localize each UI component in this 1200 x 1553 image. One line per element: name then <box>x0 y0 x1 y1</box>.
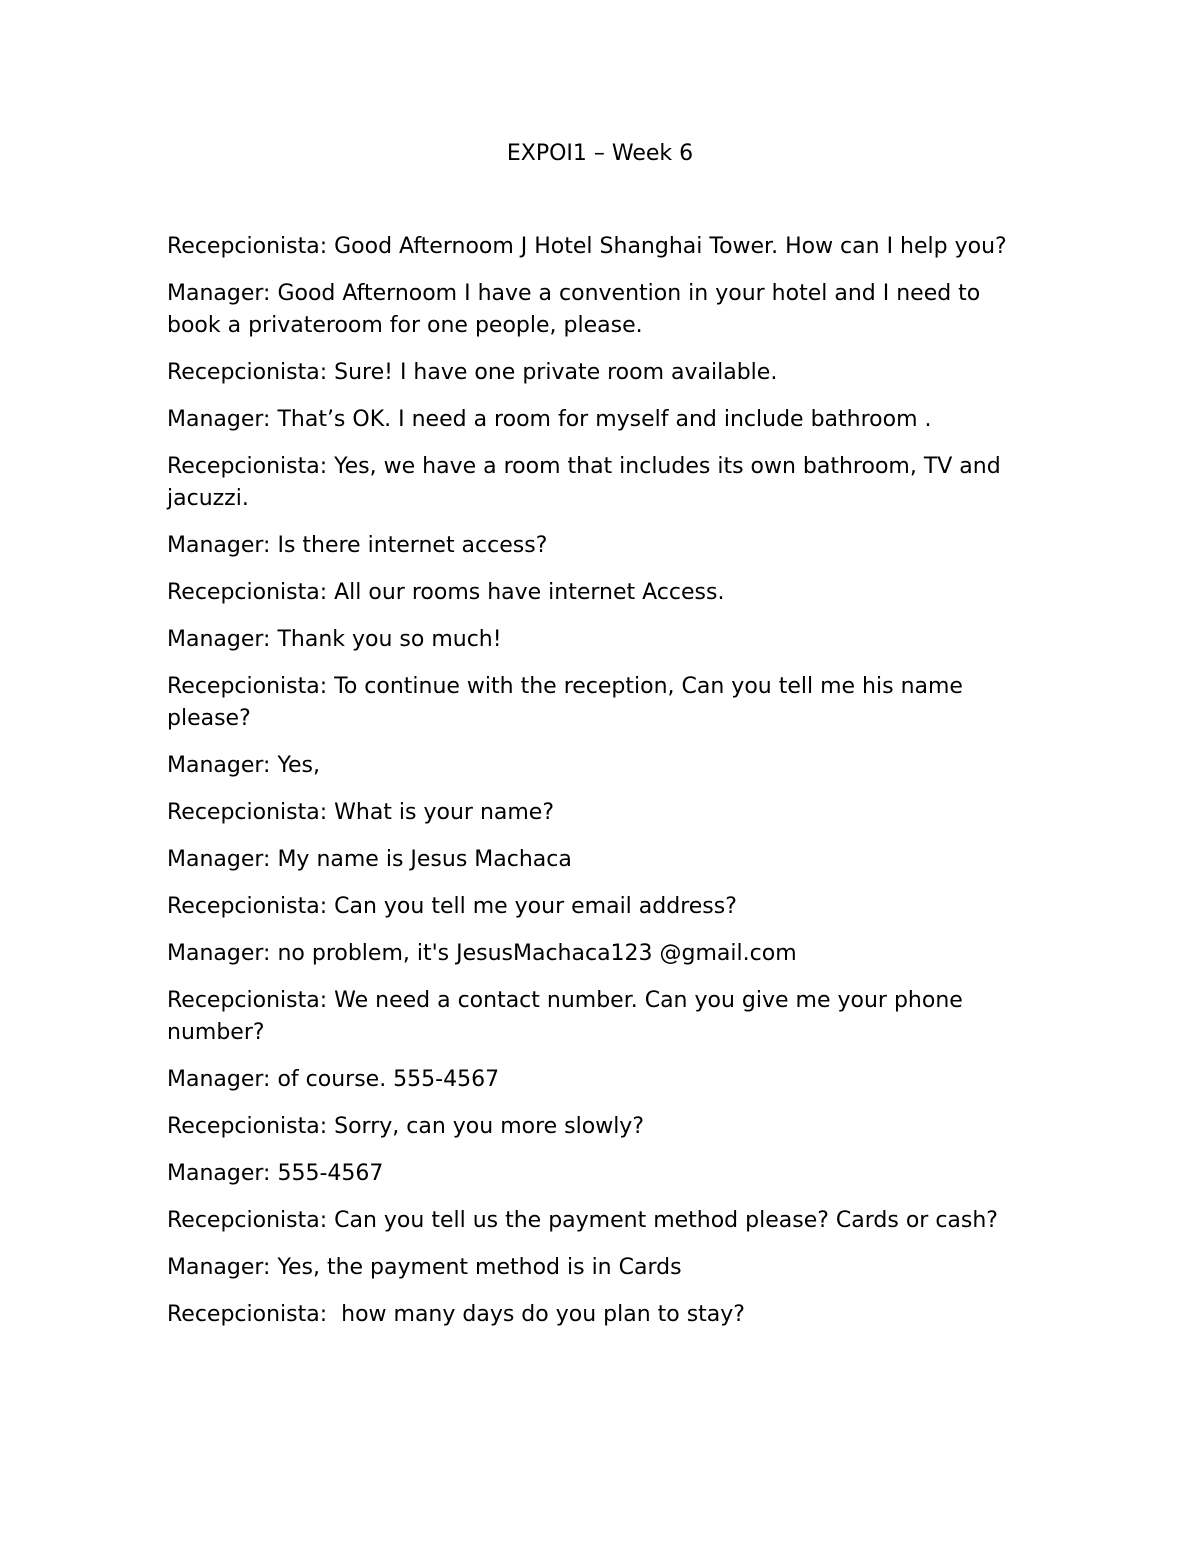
dialogue-line: Manager: Good Afternoom I have a convention in your hotel and I need to book a privateroom for one people, please. <box>167 281 988 338</box>
dialogue-line: Manager: Yes, the payment method is in Cards <box>167 1255 682 1280</box>
dialogue-line: Recepcionista: Yes, we have a room that includes its own bathroom, TV and jacuzzi. <box>167 454 1008 511</box>
dialogue-line: Manager: Yes, <box>167 753 320 778</box>
dialogue-line: Manager: Thank you so much! <box>167 627 502 652</box>
document-title: EXPOI1 – Week 6 <box>506 141 694 166</box>
dialogue <box>167 231 1037 1346</box>
dialogue-line: Recepcionista: Sorry, can you more slowly? <box>167 1114 645 1139</box>
dialogue-line: Manager: My name is Jesus Machaca <box>167 847 572 872</box>
dialogue-line: Recepcionista: All our rooms have internet Access. <box>167 580 725 605</box>
dialogue-line: Recepcionista: how many days do you plan to stay? <box>167 1302 745 1327</box>
dialogue-line: Manager: no problem, it's JesusMachaca123 @gmail.com <box>167 941 797 966</box>
dialogue-line: Recepcionista: What is your name? <box>167 800 555 825</box>
dialogue-line: Recepcionista: Can you tell me your email address? <box>167 894 737 919</box>
dialogue-line: Recepcionista: Can you tell us the payment method please? Cards or cash? <box>167 1208 998 1233</box>
dialogue-line: Manager: 555-4567 <box>167 1161 384 1186</box>
dialogue-line: Manager: Is there internet access? <box>167 533 548 558</box>
dialogue-line: Manager: That’s OK. I need a room for myself and include bathroom . <box>167 407 932 432</box>
dialogue-line: Recepcionista: To continue with the reception, Can you tell me his name please? <box>167 674 970 731</box>
dialogue-line: Recepcionista: Sure! I have one private room available. <box>167 360 778 385</box>
dialogue-line: Recepcionista: We need a contact number. Can you give me your phone number? <box>167 988 970 1045</box>
dialogue-line: Recepcionista: Good Afternoom J Hotel Shanghai Tower. How can I help you? <box>167 234 1007 259</box>
dialogue-line: Manager: of course. 555-4567 <box>167 1067 500 1092</box>
